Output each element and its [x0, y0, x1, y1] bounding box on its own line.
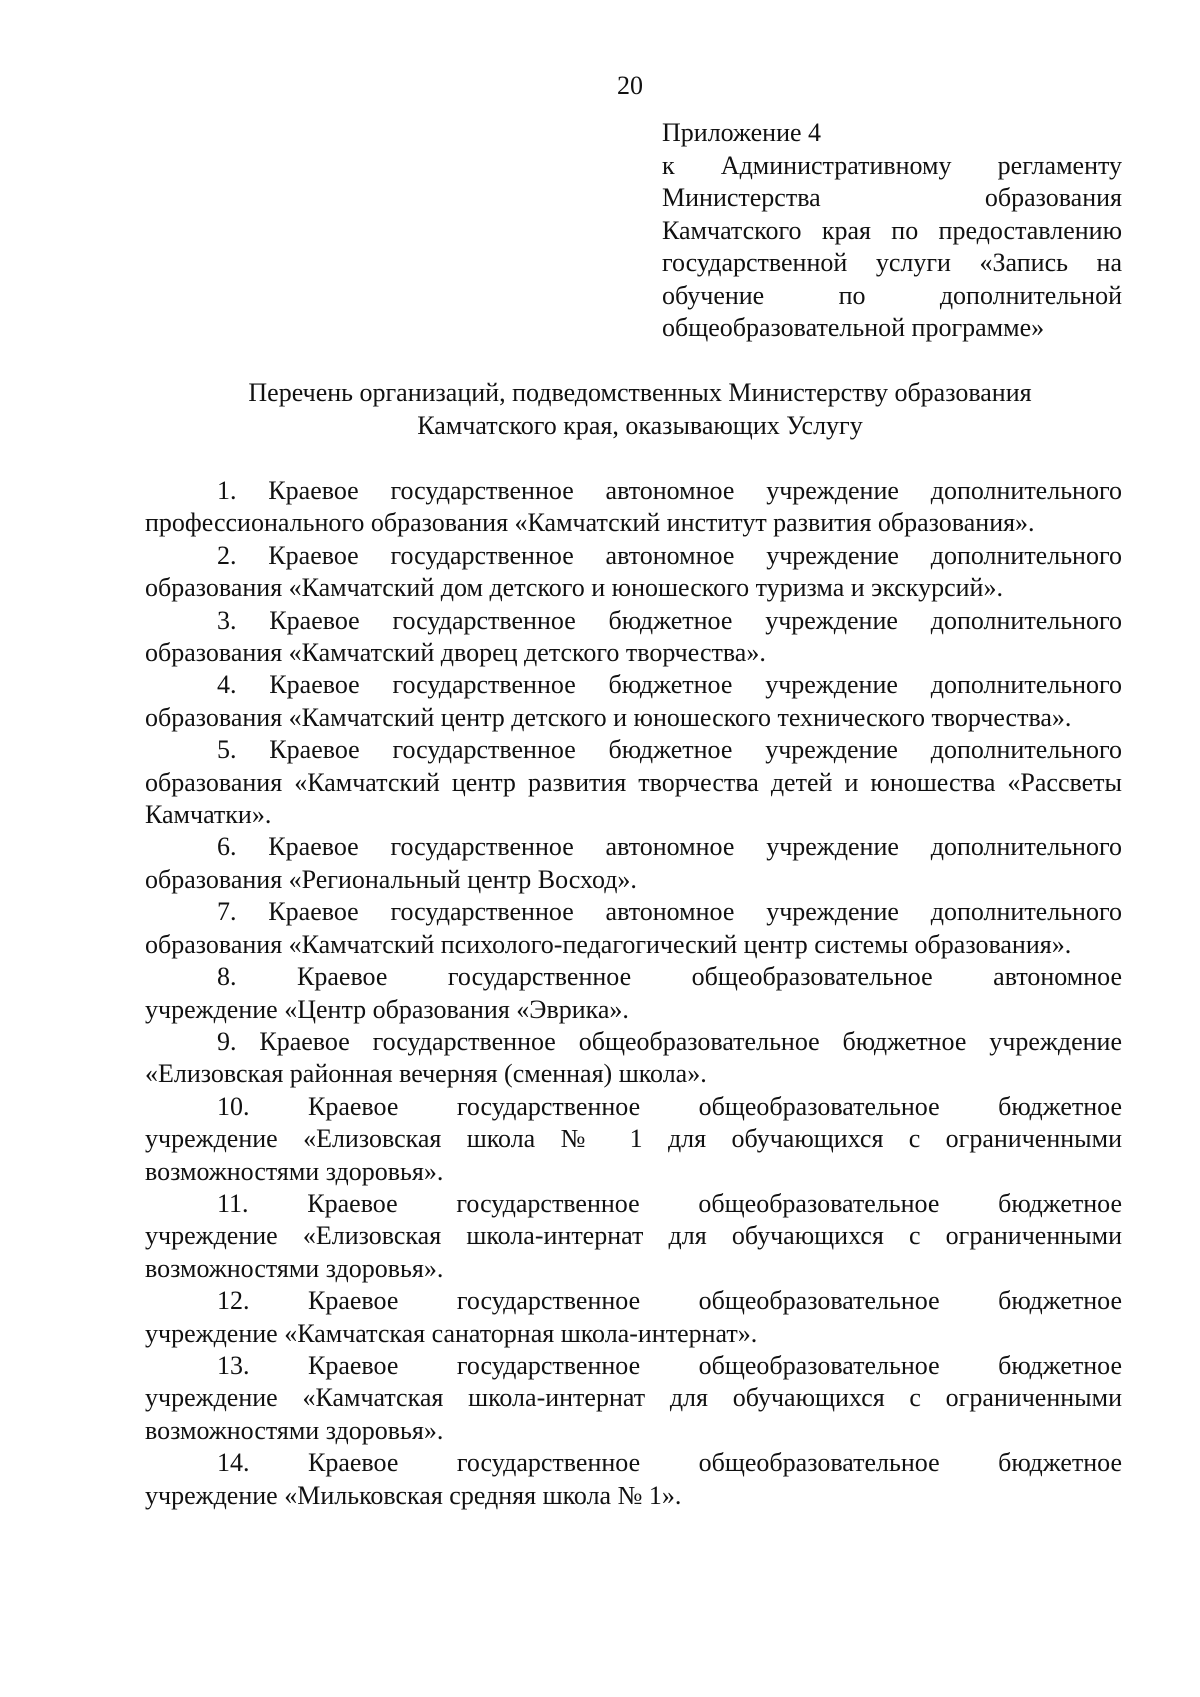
- list-item: [145, 669, 1122, 734]
- list-item-rest: образования «Камчатский дом детского и юношеского туризма и экскурсий».: [145, 573, 1003, 603]
- list-item-first-line: 13. Краевое государственное общеобразовательное бюджетное: [217, 1350, 1122, 1380]
- appendix-line: к Административному регламенту: [662, 150, 1122, 180]
- list-item: [145, 475, 1122, 540]
- list-item: [145, 605, 1122, 670]
- page-number: 20: [617, 71, 643, 100]
- list-item: [145, 540, 1122, 605]
- list-item: [145, 1285, 1122, 1350]
- list-title: [140, 376, 1140, 442]
- list-item-rest: образования «Камчатский центр детского и юношеского технического творчества».: [145, 702, 1072, 732]
- list-item-first-line: 8. Краевое государственное общеобразовательное автономное: [217, 962, 1122, 992]
- appendix-line: Приложение 4: [662, 118, 822, 147]
- appendix-line: обучение по дополнительной: [662, 280, 1122, 310]
- list-item-rest: учреждение «Мильковская средняя школа № 1».: [145, 1480, 682, 1510]
- list-item: [145, 734, 1122, 831]
- list-item-rest: учреждение «Елизовская школа № 1 для обучающихся с ограниченными возможностями здоровья».: [145, 1124, 1122, 1186]
- list-item-rest: учреждение «Камчатская школа-интернат для обучающихся с ограниченными возможностями здоровья».: [145, 1383, 1122, 1445]
- list-item-rest: профессионального образования «Камчатский институт развития образования».: [145, 508, 1035, 538]
- list-item-rest: «Елизовская районная вечерняя (сменная) школа».: [145, 1059, 707, 1089]
- list-item-first-line: 10. Краевое государственное общеобразовательное бюджетное: [217, 1091, 1122, 1121]
- list-title-line: Камчатского края, оказывающих Услугу: [417, 411, 863, 440]
- list-item-first-line: 11. Краевое государственное общеобразовательное бюджетное: [217, 1188, 1122, 1218]
- list-item: [145, 831, 1122, 896]
- list-item: [145, 1026, 1122, 1091]
- list-item-rest: учреждение «Центр образования «Эврика».: [145, 994, 629, 1024]
- list-item-first-line: 9. Краевое государственное общеобразовательное бюджетное учреждение: [217, 1026, 1122, 1056]
- list-item-rest: образования «Камчатский психолого-педагогический центр системы образования».: [145, 929, 1072, 959]
- appendix-line: государственной услуги «Запись на: [662, 248, 1122, 277]
- list-item: [145, 961, 1122, 1026]
- list-item-rest: учреждение «Елизовская школа-интернат для обучающихся с ограниченными возможностями здоровья».: [145, 1221, 1122, 1283]
- list-item-first-line: 5. Краевое государственное бюджетное учреждение дополнительного: [217, 735, 1122, 765]
- list-item-first-line: 2. Краевое государственное автономное учреждение дополнительного: [217, 540, 1122, 570]
- list-item-rest: образования «Камчатский дворец детского творчества».: [145, 638, 766, 668]
- list-item-first-line: 3. Краевое государственное бюджетное учреждение дополнительного: [217, 605, 1122, 635]
- list-item: [145, 1091, 1122, 1188]
- list-item-first-line: 12. Краевое государственное общеобразовательное бюджетное: [217, 1286, 1122, 1316]
- list-item: [145, 896, 1122, 961]
- list-item: [145, 1350, 1122, 1447]
- list-item-first-line: 1. Краевое государственное автономное учреждение дополнительного: [217, 476, 1122, 505]
- list-item: [145, 1447, 1122, 1512]
- list-item-first-line: 4. Краевое государственное бюджетное учреждение дополнительного: [217, 670, 1122, 700]
- appendix-line: Министерства образования: [662, 183, 1122, 212]
- appendix-line: общеобразовательной программе»: [662, 313, 1045, 342]
- list-item-first-line: 6. Краевое государственное автономное учреждение дополнительного: [217, 832, 1122, 862]
- appendix-line: Камчатского края по предоставлению: [662, 215, 1122, 245]
- list-item-rest: образования «Региональный центр Восход».: [145, 864, 637, 894]
- list-item: [145, 1188, 1122, 1285]
- organization-list: [145, 475, 1122, 1512]
- list-title-line: Перечень организаций, подведомственных Министерству образования: [248, 378, 1032, 407]
- appendix-header: [662, 117, 1122, 345]
- list-item-rest: образования «Камчатский центр развития творчества детей и юношества «Рассветы Камчатки».: [145, 767, 1122, 830]
- list-item-first-line: 14. Краевое государственное общеобразовательное бюджетное: [217, 1448, 1122, 1478]
- list-item-rest: учреждение «Камчатская санаторная школа-интернат».: [145, 1318, 758, 1348]
- list-item-first-line: 7. Краевое государственное автономное учреждение дополнительного: [217, 897, 1122, 927]
